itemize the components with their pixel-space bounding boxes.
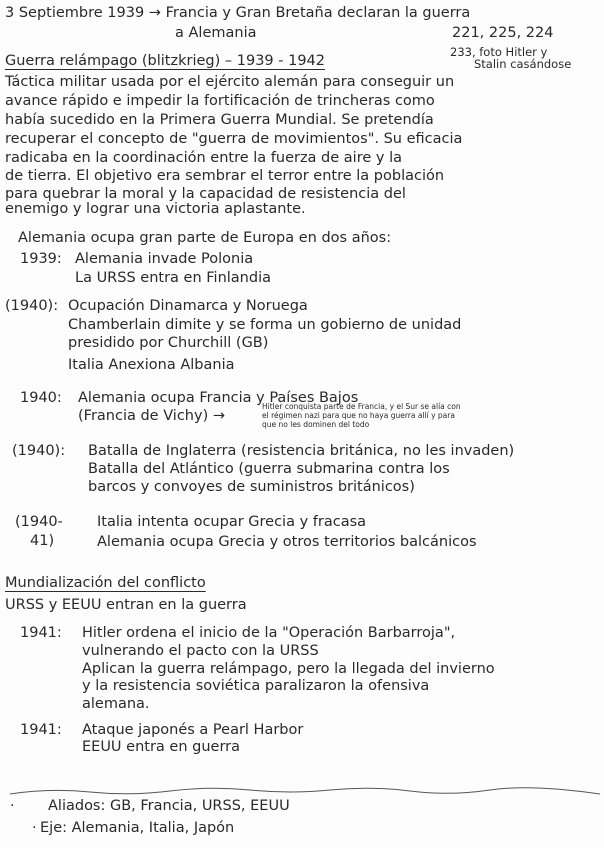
event-line: Ocupación Dinamarca y Noruega — [68, 298, 308, 314]
side-note: Hitler conquista parte de Francia, y el Sur se alía con — [262, 402, 461, 411]
axis-line: Eje: Alemania, Italia, Japón — [40, 820, 235, 836]
event-line: y la resistencia soviética paralizaron la ofensiva — [82, 678, 430, 694]
year-label: 1941: — [20, 722, 62, 738]
allies-line: Aliados: GB, Francia, URSS, EEUU — [48, 798, 290, 814]
bullet: · — [32, 820, 37, 836]
event-line: La URSS entra en Finlandia — [75, 270, 271, 286]
page-reference: Stalin casándose — [474, 57, 572, 71]
section-title: Mundialización del conflicto — [5, 575, 206, 591]
paragraph-line: radicaba en la coordinación entre la fuerza de aire y la — [5, 150, 402, 166]
event-line: Italia Anexiona Albania — [68, 357, 235, 373]
event-line: barcos y convoyes de suministros británicos) — [88, 479, 415, 495]
paragraph-line: recuperar el concepto de "guerra de movimientos". Su eficacia — [5, 131, 463, 147]
page-reference: 233, foto Hitler y — [450, 45, 548, 59]
paragraph-line: enemigo y lograr una victoria aplastante. — [5, 201, 306, 217]
event-line: Chamberlain dimite y se forma un gobierno de unidad — [68, 317, 462, 333]
paragraph-line: había sucedido en la Primera Guerra Mundial. Se pretendía — [5, 112, 434, 128]
intro-line: URSS y EEUU entran en la guerra — [5, 597, 247, 613]
year-label: (1940): — [5, 298, 59, 314]
event-line: Batalla de Inglaterra (resistencia británica, no les invaden) — [88, 443, 515, 459]
heading-line: a Alemania — [175, 25, 257, 41]
side-note: que no les dominen del todo — [262, 420, 370, 429]
paragraph-line: de tierra. El objetivo era sembrar el terror entre la población — [5, 168, 445, 184]
event-line: Alemania ocupa Francia y Países Bajos — [78, 390, 359, 406]
event-line: Alemania ocupa Grecia y otros territorios balcánicos — [97, 534, 477, 550]
event-line: alemana. — [82, 696, 150, 712]
paragraph-line: para quebrar la moral y la capacidad de resistencia del — [5, 186, 406, 202]
year-label: (1940): — [12, 443, 66, 459]
paragraph-line: Táctica militar usada por el ejército alemán para conseguir un — [5, 74, 455, 90]
page-reference: 221, 225, 224 — [452, 25, 554, 41]
event-line: Batalla del Atlántico (guerra submarina contra los — [88, 461, 450, 477]
event-line: Alemania invade Polonia — [75, 251, 254, 267]
year-label: 41) — [30, 533, 55, 549]
year-label: 1940: — [20, 390, 62, 406]
event-line: presidido por Churchill (GB) — [68, 335, 269, 351]
section-title: Guerra relámpago (blitzkrieg) – 1939 - 1942 — [5, 53, 325, 69]
year-label: 1939: — [20, 251, 62, 267]
event-line: vulnerando el pacto con la URSS — [82, 643, 319, 659]
heading-line: 3 Septiembre 1939 → Francia y Gran Bretaña declaran la guerra — [5, 5, 471, 21]
event-line: Ataque japonés a Pearl Harbor — [82, 722, 304, 738]
event-line: Hitler ordena el inicio de la "Operación Barbarroja", — [82, 625, 456, 641]
paragraph-line: avance rápido e impedir la fortificación de trincheras como — [5, 93, 435, 109]
intro-line: Alemania ocupa gran parte de Europa en dos años: — [18, 230, 392, 246]
bullet: · — [10, 798, 15, 814]
event-line: Aplican la guerra relámpago, pero la llegada del invierno — [82, 661, 495, 677]
event-line: (Francia de Vichy) → — [78, 408, 225, 424]
event-line: EEUU entra en guerra — [82, 739, 240, 755]
year-label: (1940- — [15, 514, 63, 530]
year-label: 1941: — [20, 625, 62, 641]
event-line: Italia intenta ocupar Grecia y fracasa — [97, 514, 367, 530]
side-note: el régimen nazi para que no haya guerra allí y para — [262, 411, 455, 420]
